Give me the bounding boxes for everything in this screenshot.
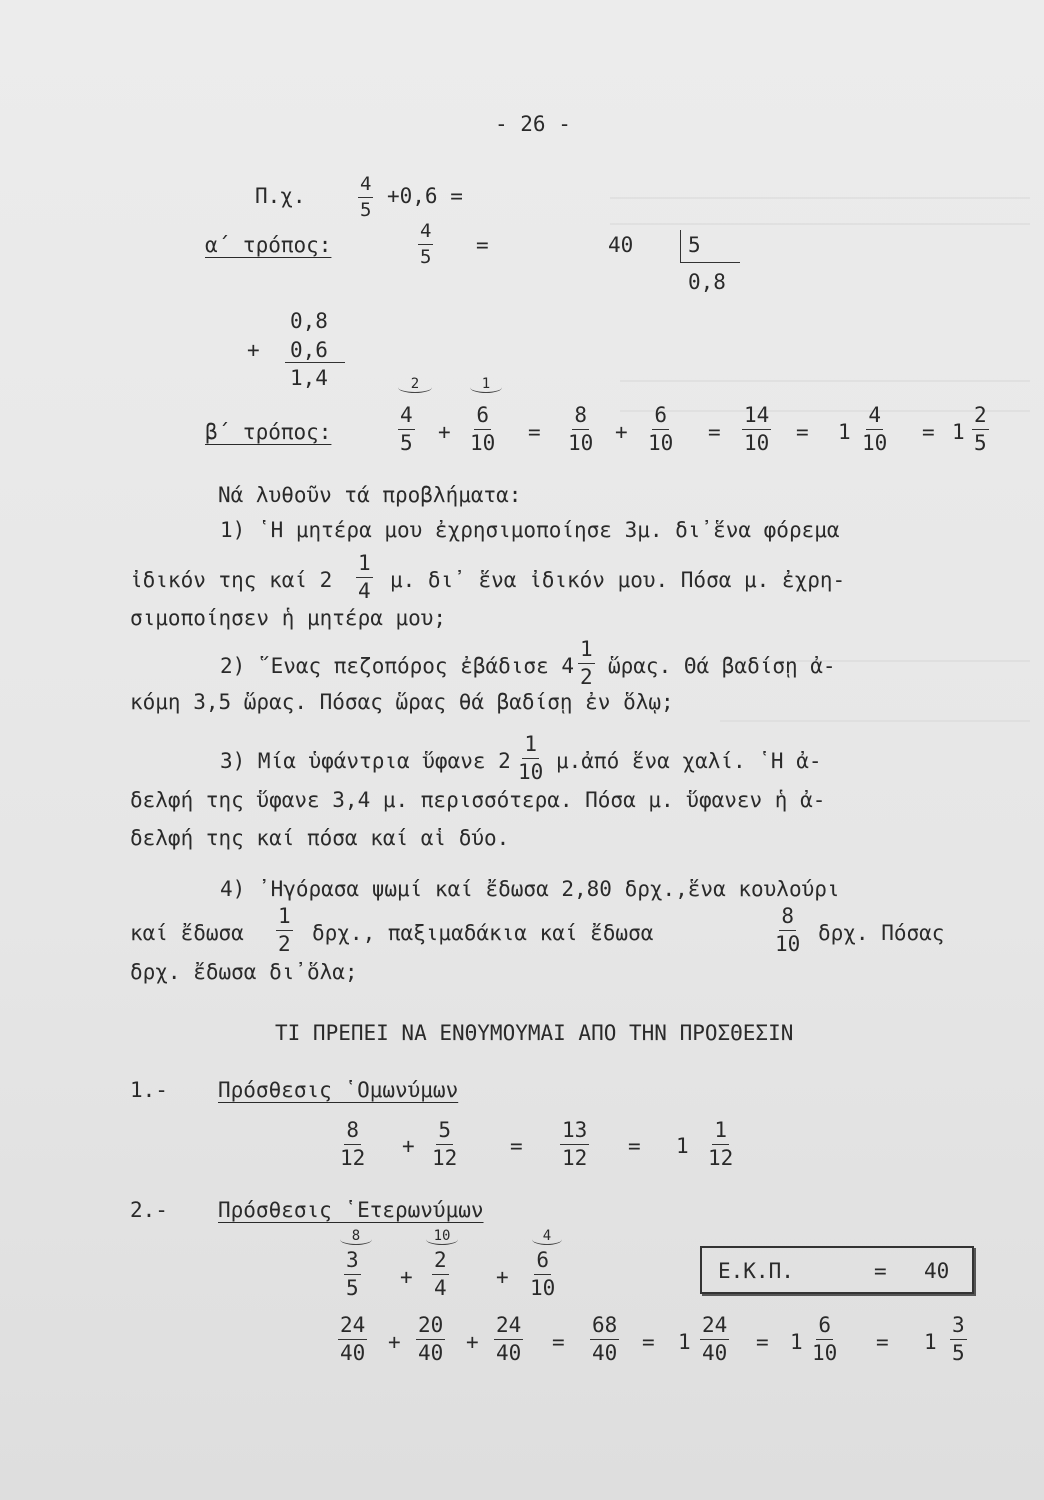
example-tail: +0,6 = [387, 184, 463, 208]
fraction [862, 405, 887, 454]
numerator: 6 [816, 1315, 833, 1340]
section-title: Πρόσθεσις ῾Ομωνύμων [218, 1078, 459, 1102]
multiplier: 4 [542, 1228, 552, 1244]
denominator: 5 [420, 246, 432, 268]
division-dividend: 40 [608, 233, 634, 257]
numerator: 2 [972, 405, 989, 430]
numerator: 1 [522, 734, 539, 759]
bleed-through-line [620, 410, 1030, 412]
problem-4-line: 4) ᾽Ηγόρασα ψωμί καί ἔδωσα 2,80 δρχ.,ἕνα κουλούρι [220, 877, 840, 901]
plus-sign: + [496, 1265, 509, 1289]
fraction [560, 1120, 589, 1169]
fraction [578, 639, 595, 688]
denominator: 10 [862, 431, 888, 455]
plus-sign: + [247, 338, 260, 362]
multiplier-arc [426, 1228, 458, 1245]
fraction [398, 405, 415, 454]
fraction [590, 1315, 619, 1364]
fraction [648, 405, 673, 454]
numerator: 6 [534, 1250, 551, 1275]
multiplier-arc [470, 376, 502, 393]
problem-3-line: 3) Μία ὑφάντρια ὕφανε 2 [220, 749, 511, 773]
numerator: 68 [590, 1315, 619, 1340]
problem-4-line: δρχ., παξιμαδάκια καί ἔδωσα [312, 921, 654, 945]
problem-3-line: μ.ἀπό ἕνα χαλί. ῾Η ἀ- [556, 749, 822, 773]
equals-sign: = [756, 1330, 769, 1354]
summary-title: ΤΙ ΠΡΕΠΕΙ ΝΑ ΕΝΘΥΜΟΥΜΑΙ ΑΠΟ ΤΗΝ ΠΡΟΣΘΕΣΙΝ [275, 1021, 794, 1045]
denominator: 12 [562, 1146, 588, 1170]
denominator: 40 [340, 1341, 366, 1365]
equals-sign: = [876, 1330, 889, 1354]
addend: 0,6 [290, 338, 328, 362]
fraction [432, 1250, 449, 1299]
fraction [518, 734, 543, 783]
denominator: 12 [340, 1146, 366, 1170]
denominator: 40 [418, 1341, 444, 1365]
denominator: 2 [580, 665, 593, 689]
plus-sign: + [438, 420, 451, 444]
equals-sign: = [510, 1134, 523, 1158]
plus-sign: + [466, 1330, 479, 1354]
numerator: 6 [474, 405, 491, 430]
problem-4-line: δρχ. Πόσας [818, 921, 945, 945]
bleed-through-line [720, 720, 1030, 722]
denominator: 10 [518, 760, 544, 784]
fraction [416, 1315, 445, 1364]
fraction [742, 405, 771, 454]
problem-4-line: καί ἔδωσα [130, 921, 244, 945]
numerator: 5 [436, 1120, 453, 1145]
fraction [340, 1120, 365, 1169]
numerator: 8 [779, 906, 796, 931]
problem-1-line: ἰδικόν της καί 2 [130, 568, 333, 592]
page-number: - 26 - [495, 112, 571, 136]
division-bar-horizontal [680, 262, 740, 263]
denominator: 5 [974, 431, 987, 455]
example-label: Π.χ. [255, 184, 306, 208]
addend: 0,8 [290, 309, 328, 333]
fraction [344, 1250, 361, 1299]
problem-2-line: ὥρας. Θά βαδίσῃ ἀ- [608, 654, 836, 678]
fraction [470, 405, 495, 454]
denominator: 10 [648, 431, 674, 455]
numerator: 13 [560, 1120, 589, 1145]
sum-line [285, 362, 345, 363]
numerator: 6 [652, 405, 669, 430]
fraction [356, 553, 373, 602]
problem-3-line: δελφή της καί πόσα καί αἱ δύο. [130, 826, 510, 850]
plus-sign: + [400, 1265, 413, 1289]
numerator: 4 [398, 405, 415, 430]
numerator: 4 [418, 222, 433, 245]
problem-2-line: κόμη 3,5 ὥρας. Πόσας ὥρας θά βαδίσῃ ἐν ὅλῳ; [130, 690, 674, 714]
denominator: 12 [432, 1146, 458, 1170]
fraction [812, 1315, 837, 1364]
denominator: 40 [592, 1341, 618, 1365]
lcm-box [700, 1246, 974, 1294]
numerator: 24 [338, 1315, 367, 1340]
section-number: 2.- [130, 1198, 168, 1222]
multiplier: 8 [351, 1228, 361, 1244]
denominator: 5 [346, 1276, 359, 1300]
denominator: 4 [358, 579, 371, 603]
equals-sign: = [642, 1330, 655, 1354]
equals-sign: = [922, 420, 935, 444]
numerator: 8 [572, 405, 589, 430]
denominator: 12 [708, 1146, 734, 1170]
method-b-label: β΄ τρόπος: [205, 420, 332, 444]
whole-number: 1 [952, 420, 965, 444]
equals-sign: = [628, 1134, 641, 1158]
bleed-through-line [620, 380, 1030, 382]
denominator: 10 [812, 1341, 838, 1365]
problem-1-line: 1) ῾Η μητέρα μου ἐχρησιμοποίησε 3μ. δι᾽ἕνα φόρεμα [220, 518, 840, 542]
multiplier-arc [532, 1228, 562, 1245]
equals-sign: = [874, 1259, 887, 1283]
multiplier: 1 [481, 376, 491, 392]
whole-number: 1 [790, 1330, 803, 1354]
problem-1-line: σιμοποίησεν ἡ μητέρα μου; [130, 606, 447, 630]
equals-sign: = [552, 1330, 565, 1354]
fraction [972, 405, 989, 454]
fraction [276, 906, 293, 955]
fraction [338, 1315, 367, 1364]
problem-3-line: δελφή της ὕφανε 3,4 μ. περισσότερα. Πόσα μ. ὕφανεν ἡ ἀ- [130, 788, 826, 812]
denominator: 5 [400, 431, 413, 455]
sum: 1,4 [290, 366, 328, 390]
fraction [530, 1250, 555, 1299]
lcm-label: Ε.Κ.Π. [718, 1259, 794, 1283]
bleed-through-line [610, 223, 1030, 225]
plus-sign: + [615, 420, 628, 444]
denominator: 40 [702, 1341, 728, 1365]
fraction [432, 1120, 457, 1169]
denominator: 2 [278, 932, 291, 956]
section-title: Πρόσθεσις ῾Ετερωνύμων [218, 1198, 484, 1222]
section-number: 1.- [130, 1078, 168, 1102]
problem-4-line: δρχ. ἔδωσα δι᾽ὅλα; [130, 960, 358, 984]
bleed-through-line [610, 197, 1030, 199]
numerator: 24 [494, 1315, 523, 1340]
multiplier: 10 [433, 1228, 451, 1244]
multiplier: 2 [410, 376, 420, 392]
numerator: 3 [344, 1250, 361, 1275]
fraction [708, 1120, 733, 1169]
fraction [775, 906, 800, 955]
numerator: 14 [742, 405, 771, 430]
denominator: 4 [434, 1276, 447, 1300]
denominator: 10 [568, 431, 594, 455]
denominator: 40 [496, 1341, 522, 1365]
division-quotient: 0,8 [688, 270, 726, 294]
division-divisor: 5 [688, 233, 701, 257]
numerator: 1 [578, 639, 595, 664]
whole-number: 1 [678, 1330, 691, 1354]
fraction [418, 222, 433, 267]
plus-sign: + [402, 1134, 415, 1158]
denominator: 10 [530, 1276, 556, 1300]
fraction [700, 1315, 729, 1364]
equals-sign: = [708, 420, 721, 444]
denominator: 5 [952, 1341, 965, 1365]
numerator: 1 [356, 553, 373, 578]
denominator: 10 [470, 431, 496, 455]
numerator: 1 [712, 1120, 729, 1145]
whole-number: 1 [924, 1330, 937, 1354]
whole-number: 1 [676, 1134, 689, 1158]
whole-number: 1 [838, 420, 851, 444]
numerator: 3 [950, 1315, 967, 1340]
fraction [950, 1315, 967, 1364]
numerator: 2 [432, 1250, 449, 1275]
equals-sign: = [796, 420, 809, 444]
multiplier-arc [398, 376, 432, 393]
numerator: 4 [358, 175, 373, 198]
division-bar-vertical [680, 230, 681, 262]
numerator: 8 [344, 1120, 361, 1145]
problem-2-line: 2) ῞Ενας πεζοπόρος ἐβάδισε 4 [220, 654, 575, 678]
equals-sign: = [528, 420, 541, 444]
fraction [494, 1315, 523, 1364]
multiplier-arc [340, 1228, 372, 1245]
denominator: 10 [775, 932, 801, 956]
denominator: 5 [360, 199, 372, 221]
numerator: 1 [276, 906, 293, 931]
lcm-value: 40 [924, 1259, 950, 1283]
denominator: 10 [744, 431, 770, 455]
numerator: 4 [866, 405, 883, 430]
fraction [568, 405, 593, 454]
problem-1-line: μ. δι᾽ ἕνα ἰδικόν μου. Πόσα μ. ἐχρη- [390, 568, 846, 592]
plus-sign: + [388, 1330, 401, 1354]
numerator: 24 [700, 1315, 729, 1340]
fraction [358, 175, 373, 220]
equals-sign: = [476, 233, 489, 257]
method-a-label: α΄ τρόπος: [205, 233, 332, 257]
numerator: 20 [416, 1315, 445, 1340]
problems-heading: Νά λυθοῦν τά προβλήματα: [218, 483, 522, 507]
